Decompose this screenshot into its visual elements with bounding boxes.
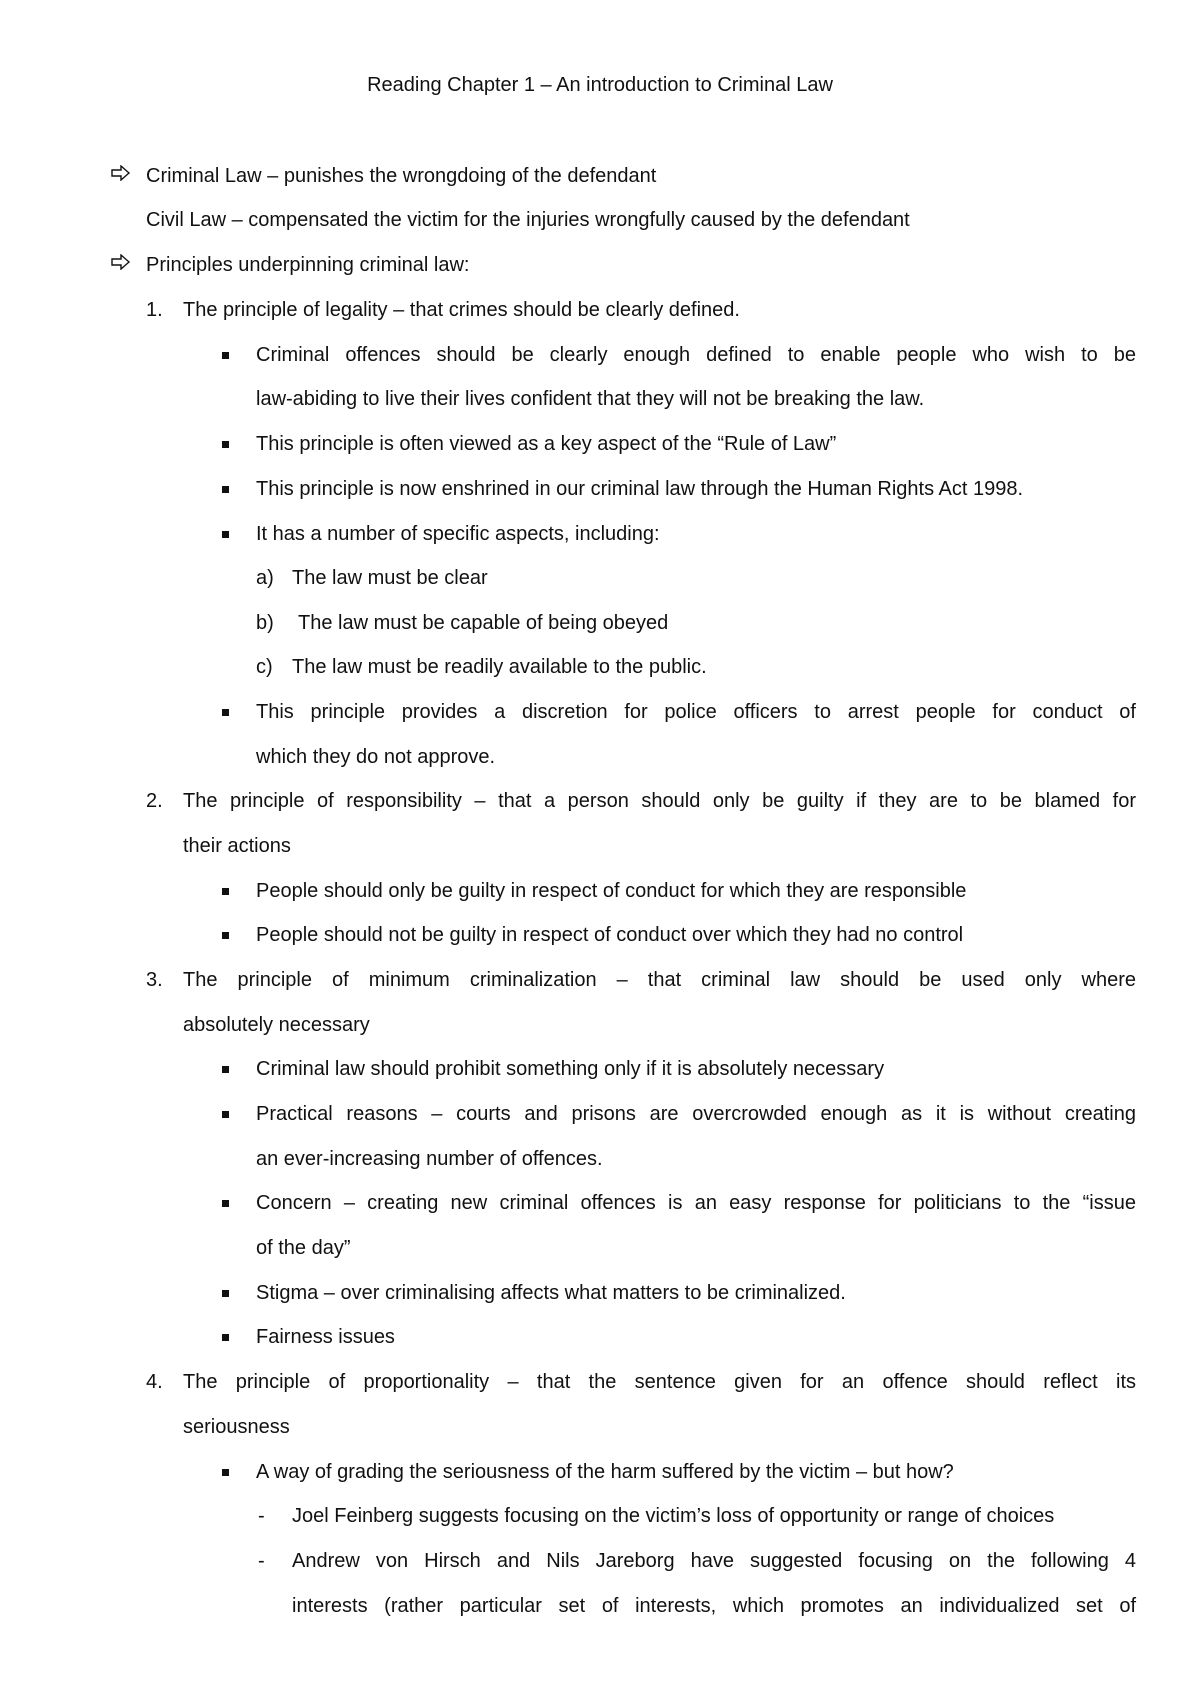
legality-point-3: This principle is now enshrined in our criminal law through the Human Rights Act 1998.: [256, 478, 1024, 500]
criminal-law-definition: Criminal Law – punishes the wrongdoing of the defendant: [146, 165, 657, 187]
principle-legality: The principle of legality – that crimes should be clearly defined.: [183, 299, 740, 321]
arrow-bullet-icon: [111, 254, 131, 270]
von-hirsch-point-cont: interests (rather particular set of interests, which promotes an individualized set of: [292, 1595, 1136, 1617]
square-bullet-icon: [222, 1469, 229, 1476]
dash-bullet: -: [258, 1505, 265, 1527]
dash-bullet: -: [258, 1550, 265, 1572]
legality-point-5: This principle provides a discretion for police officers to arrest people for conduct of: [256, 701, 1136, 723]
square-bullet-icon: [222, 352, 229, 359]
criminalization-point-2: Practical reasons – courts and prisons are overcrowded enough as it is without creating: [256, 1103, 1136, 1125]
legality-point-1-cont: law-abiding to live their lives confident that they will not be breaking the law.: [256, 388, 925, 410]
legality-point-1: Criminal offences should be clearly enough defined to enable people who wish to be: [256, 344, 1136, 366]
square-bullet-icon: [222, 486, 229, 493]
feinberg-point: Joel Feinberg suggests focusing on the victim’s loss of opportunity or range of choices: [292, 1505, 1055, 1527]
sublist-item-b: The law must be capable of being obeyed: [298, 612, 669, 634]
principle-proportionality: The principle of proportionality – that the sentence given for an offence should reflect its: [183, 1371, 1136, 1393]
criminalization-point-5: Fairness issues: [256, 1326, 395, 1348]
list-number: 2.: [146, 790, 163, 812]
list-number: 1.: [146, 299, 163, 321]
sublist-label-c: c): [256, 656, 273, 678]
square-bullet-icon: [222, 1290, 229, 1297]
square-bullet-icon: [222, 1200, 229, 1207]
responsibility-point-2: People should not be guilty in respect of conduct over which they had no control: [256, 924, 964, 946]
principles-heading: Principles underpinning criminal law:: [146, 254, 470, 276]
principle-proportionality-cont: seriousness: [183, 1416, 290, 1438]
legality-point-5-cont: which they do not approve.: [256, 746, 496, 768]
list-number: 4.: [146, 1371, 163, 1393]
sublist-label-b: b): [256, 612, 274, 634]
civil-law-definition: Civil Law – compensated the victim for the injuries wrongfully caused by the defendant: [146, 209, 910, 231]
square-bullet-icon: [222, 1066, 229, 1073]
criminalization-point-2-cont: an ever-increasing number of offences.: [256, 1148, 603, 1170]
responsibility-point-1: People should only be guilty in respect of conduct for which they are responsible: [256, 880, 967, 902]
von-hirsch-point: Andrew von Hirsch and Nils Jareborg have suggested focusing on the following 4: [292, 1550, 1136, 1572]
proportionality-point-1: A way of grading the seriousness of the harm suffered by the victim – but how?: [256, 1461, 954, 1483]
square-bullet-icon: [222, 1111, 229, 1118]
principle-minimum-criminalization-cont: absolutely necessary: [183, 1014, 370, 1036]
criminalization-point-3: Concern – creating new criminal offences is an easy response for politicians to the “issue: [256, 1192, 1136, 1214]
legality-point-4: It has a number of specific aspects, including:: [256, 523, 660, 545]
document-title: Reading Chapter 1 – An introduction to Criminal Law: [367, 74, 833, 96]
principle-responsibility-cont: their actions: [183, 835, 291, 857]
square-bullet-icon: [222, 888, 229, 895]
legality-point-2: This principle is often viewed as a key aspect of the “Rule of Law”: [256, 433, 837, 455]
sublist-item-c: The law must be readily available to the public.: [292, 656, 707, 678]
square-bullet-icon: [222, 441, 229, 448]
square-bullet-icon: [222, 709, 229, 716]
list-number: 3.: [146, 969, 163, 991]
square-bullet-icon: [222, 531, 229, 538]
principle-minimum-criminalization: The principle of minimum criminalization – that criminal law should be used only where: [183, 969, 1136, 991]
criminalization-point-4: Stigma – over criminalising affects what matters to be criminalized.: [256, 1282, 846, 1304]
square-bullet-icon: [222, 932, 229, 939]
sublist-label-a: a): [256, 567, 274, 589]
arrow-bullet-icon: [111, 165, 131, 181]
criminalization-point-3-cont: of the day”: [256, 1237, 351, 1259]
sublist-item-a: The law must be clear: [292, 567, 488, 589]
square-bullet-icon: [222, 1334, 229, 1341]
principle-responsibility: The principle of responsibility – that a person should only be guilty if they are to be blamed for: [183, 790, 1136, 812]
criminalization-point-1: Criminal law should prohibit something only if it is absolutely necessary: [256, 1058, 885, 1080]
